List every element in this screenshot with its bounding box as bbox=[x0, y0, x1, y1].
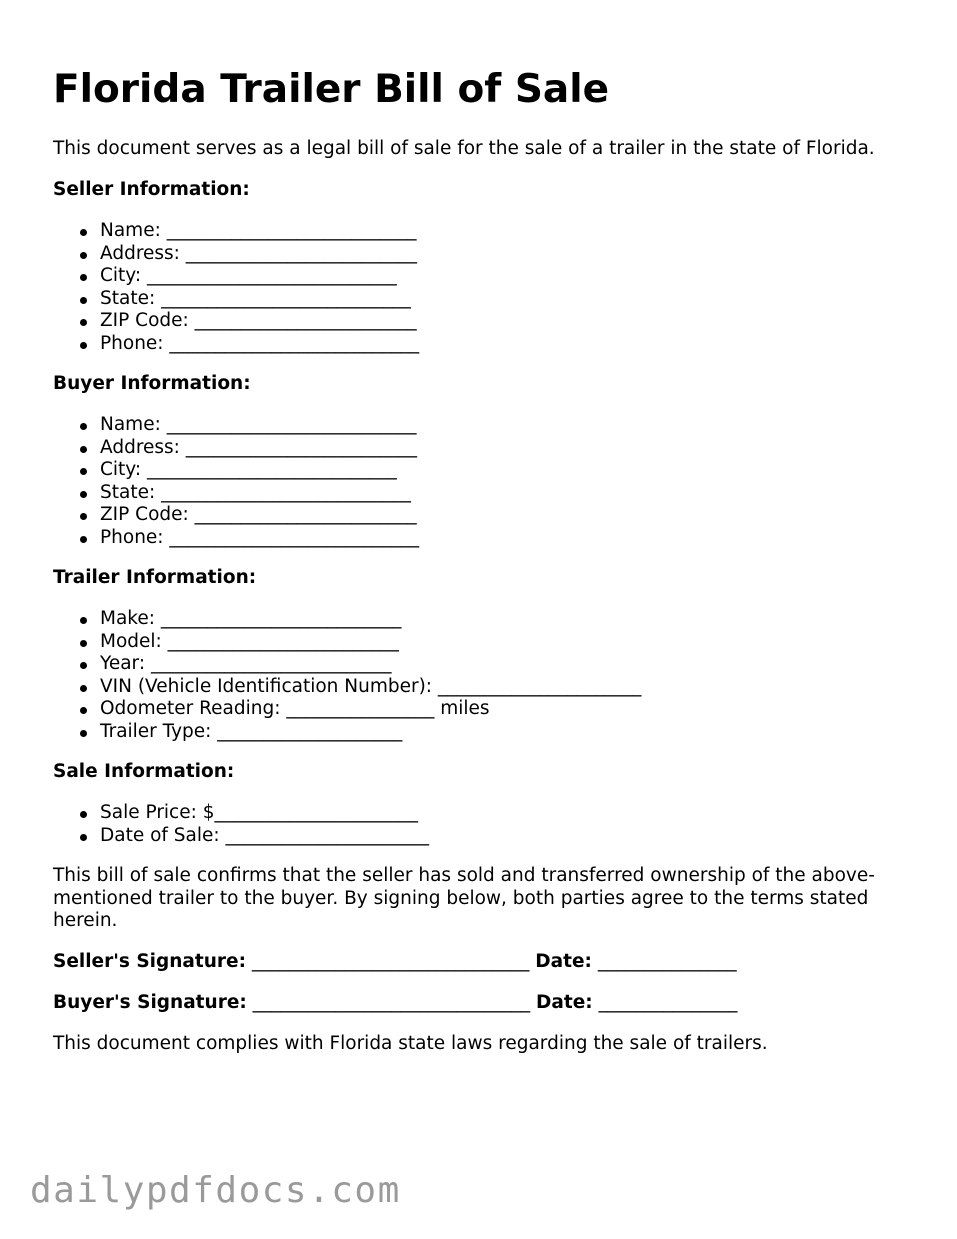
watermark: dailypdfdocs.com bbox=[30, 1170, 401, 1211]
compliance-paragraph: This document complies with Florida state laws regarding the sale of trailers. bbox=[53, 1033, 768, 1054]
trailer-make-field[interactable]: Make: __________________________ bbox=[53, 608, 641, 631]
intro-paragraph: This document serves as a legal bill of sale for the sale of a trailer in the state of Florida. bbox=[53, 138, 875, 159]
sale-fields bbox=[53, 802, 429, 847]
seller-state-field[interactable]: State: ___________________________ bbox=[53, 288, 419, 311]
buyer-city-field[interactable]: City: ___________________________ bbox=[53, 459, 419, 482]
seller-phone-field[interactable]: Phone: ___________________________ bbox=[53, 333, 419, 356]
trailer-fields bbox=[53, 608, 641, 743]
buyer-state-field[interactable]: State: ___________________________ bbox=[53, 482, 419, 505]
seller-name-field[interactable]: Name: ___________________________ bbox=[53, 220, 419, 243]
page-title: Florida Trailer Bill of Sale bbox=[53, 67, 610, 112]
trailer-vin-field[interactable]: VIN (Vehicle Identification Number): ______________________ bbox=[53, 676, 641, 699]
buyer-zip-field[interactable]: ZIP Code: ________________________ bbox=[53, 504, 419, 527]
sale-heading: Sale Information: bbox=[53, 761, 235, 782]
seller-zip-field[interactable]: ZIP Code: ________________________ bbox=[53, 310, 419, 333]
trailer-year-field[interactable]: Year: __________________________ bbox=[53, 653, 641, 676]
sale-price-field[interactable]: Sale Price: $______________________ bbox=[53, 802, 429, 825]
seller-date-label: Date: bbox=[535, 951, 592, 972]
buyer-signature-label: Buyer's Signature: bbox=[53, 992, 247, 1013]
buyer-name-field[interactable]: Name: ___________________________ bbox=[53, 414, 419, 437]
buyer-signature-row bbox=[53, 992, 737, 1014]
buyer-phone-field[interactable]: Phone: ___________________________ bbox=[53, 527, 419, 550]
trailer-type-field[interactable]: Trailer Type: ____________________ bbox=[53, 721, 641, 744]
seller-heading: Seller Information: bbox=[53, 179, 250, 200]
confirmation-paragraph: This bill of sale confirms that the seller has sold and transferred ownership of the above-mentioned trailer to the buyer. By signing below, both parties agree to the terms stated herein. bbox=[53, 865, 875, 931]
buyer-address-field[interactable]: Address: _________________________ bbox=[53, 437, 419, 460]
seller-signature-row bbox=[53, 951, 737, 973]
trailer-model-field[interactable]: Model: _________________________ bbox=[53, 631, 641, 654]
buyer-fields bbox=[53, 414, 419, 549]
seller-fields bbox=[53, 220, 419, 355]
sale-date-field[interactable]: Date of Sale: ______________________ bbox=[53, 825, 429, 848]
trailer-odometer-field[interactable]: Odometer Reading: ________________ miles bbox=[53, 698, 641, 721]
buyer-signature-line[interactable]: ______________________________ bbox=[252, 992, 531, 1013]
buyer-date-line[interactable]: _______________ bbox=[598, 992, 738, 1013]
seller-signature-line[interactable]: ______________________________ bbox=[251, 951, 530, 972]
seller-city-field[interactable]: City: ___________________________ bbox=[53, 265, 419, 288]
buyer-heading: Buyer Information: bbox=[53, 373, 251, 394]
seller-address-field[interactable]: Address: _________________________ bbox=[53, 243, 419, 266]
seller-signature-label: Seller's Signature: bbox=[53, 951, 246, 972]
trailer-heading: Trailer Information: bbox=[53, 567, 257, 588]
seller-date-line[interactable]: _______________ bbox=[597, 951, 737, 972]
buyer-date-label: Date: bbox=[536, 992, 593, 1013]
